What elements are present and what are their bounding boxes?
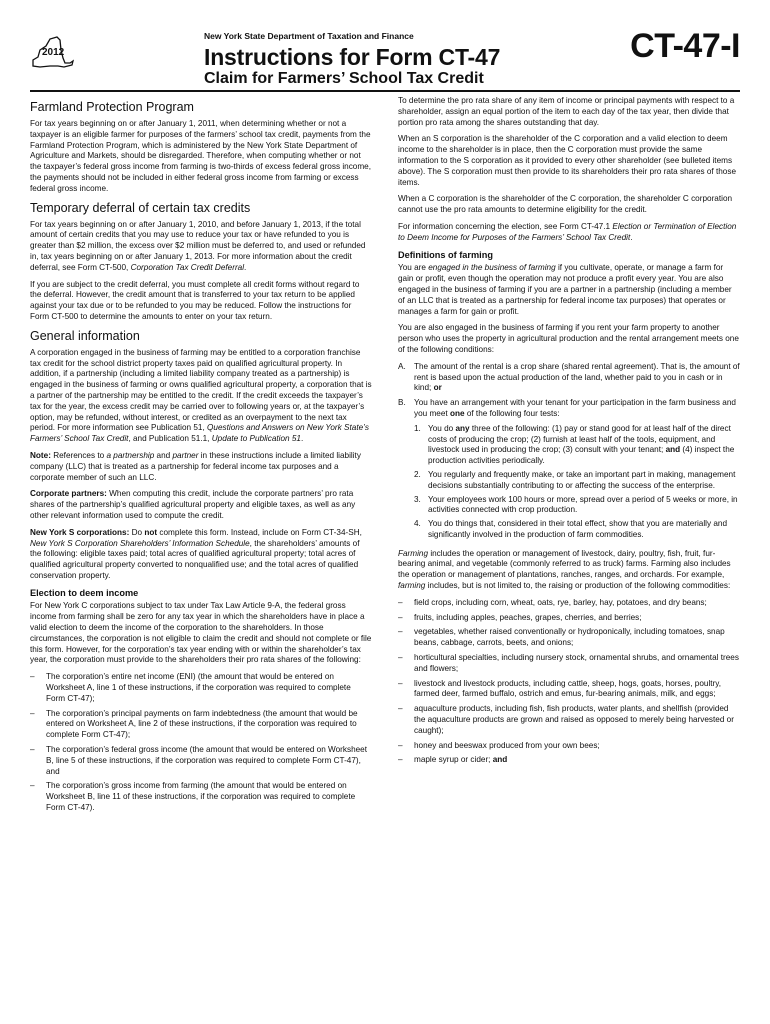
definitions-heading: Definitions of farming xyxy=(398,249,493,260)
condition-b: B. You have an arrangement with your tenant for your participation in the farm business and you meet one of the following four tests: xyxy=(398,398,736,418)
election-heading: Election to deem income xyxy=(30,587,139,598)
list-item: – livestock and livestock products, including cattle, sheep, hogs, goats, horses, poultry, farmed deer, farmed buffalo, ostrich and emus, fur-bearing animals, milk, and eggs; xyxy=(398,678,722,699)
new-york-state-logo xyxy=(30,36,74,70)
right-column xyxy=(398,96,740,770)
deferral-paragraph-2: If you are subject to the credit deferral, you must complete all credit forms without regard to the deferral. However, the credit amount that is transferred to your tax return to be applied against your tax due or to be refunded to you may be reduced. Follow the instructions for Form CT-500 to determine the amounts to enter on your tax return. xyxy=(30,279,360,321)
list-item: – horticultural specialties, including nursery stock, ornamental shrubs, and ornamental trees and flowers; xyxy=(398,653,739,673)
list-item: – The corporation’s entire net income (ENI) (the amount that would be entered on Worksheet A, line 1 of these instructions, if the corporation was required to complete Form CT-47); xyxy=(30,672,351,703)
farming-paragraph: Farming includes the operation or management of livestock, dairy, poultry, fish, fruit, fur-bearing animal, and vegetable (commonly referred to as truck) farms. Farming also includes the operation or management of plantations, ranches, ranges, and orchards. For example, farming includes, but is not limited to, the raising or production of the following commodities: xyxy=(398,548,731,591)
general-heading: General information xyxy=(30,328,140,343)
test-item: 1. You do any three of the following: (1) pay or stand good for at least half of the direct costs of producing the crop; (2) furnish at least half of the tools, equipment, and livestock used in producing the crop; (3) consult with your tenant; and (4) inspect the production activities periodically. xyxy=(414,423,735,466)
note-paragraph: Note: References to a partnership and partner in these instructions include a limited liability company (LLC) that is treated as a partnership for federal income tax purposes and a corporate member of such an LLC. xyxy=(30,450,361,482)
list-item: – The corporation’s principal payments on farm indebtedness (the amount that would be entered on Worksheet A, line 2 of these instructions, if the corporation was required to complete Form CT-47); xyxy=(30,708,358,740)
definitions-paragraph-2: You are also engaged in the business of farming if you rent your farm property to another person who uses the property in agricultural production and the rental arrangement meets one of the following conditions: xyxy=(398,323,739,354)
test-item: 2. You regularly and frequently make, or take an important part in making, management decisions substantially contributing to or affecting the success of the enterprise. xyxy=(414,469,736,490)
test-item: 4. You do things that, considered in their total effect, show that you are materially and significantly involved in the production of farm commodities. xyxy=(414,519,728,539)
list-item: – The corporation’s federal gross income (the amount that would be entered on Worksheet B, line 5 of these instructions, if the corporation was required to complete Form CT-47), and xyxy=(30,745,368,776)
definitions-paragraph-1: You are engaged in the business of farming if you cultivate, operate, or manage a farm for gain or profit, even though the operation may not produce a profit every year. You are also engaged in the business of farming if you are a partner in a partnership (including a member of an LLC that is treated as a partnership for federal income tax purposes) that operates or manages a farm for gain or profit. xyxy=(398,263,732,316)
list-item: – maple syrup or cider; and xyxy=(398,755,508,765)
general-paragraph: A corporation engaged in the business of farming may be entitled to a corporation franchise tax credit for the school district property taxes paid on qualified agricultural property. In addition, if a partnership (including a limited liability company treated as a partnership) is engaged in the business of farming or owns qualified agricultural property, a corporation that is a partner of the partnership may be entitled to the credit. If the credit exceeds the taxpayer’s tax for the year, the excess credit may be carried over to following years or, at the taxpayer’s option, may be refunded, without interest, or credited as an overpayment to the next tax period. For more information see Publication 51, Questions and Answers on New York State’s Farmers’ School Tax Credit, and Publication 51.1, Update to Publication 51. xyxy=(30,347,372,444)
list-item: – fruits, including apples, peaches, grapes, cherries, and berries; xyxy=(398,612,642,622)
left-column xyxy=(30,96,372,818)
test-item: 3. Your employees work 100 hours or more, spread over a period of 5 weeks or more, in activities connected with crop production. xyxy=(414,494,738,515)
election-info-paragraph: For information concerning the election, see Form CT-47.1 Election or Termination of Election to Deem Income for Purposes of the Farmers’ School Tax Credit. xyxy=(398,221,737,242)
condition-a: A. The amount of the rental is a crop share (shared rental agreement). That is, the amount of rent is based upon the actual production of the land, whether paid to you in cash or in kind; or xyxy=(398,361,740,393)
c-corp-paragraph: When a C corporation is the shareholder of the C corporation, the shareholder C corporation cannot use the pro rata amounts to determine eligibility for the credit. xyxy=(398,194,733,215)
agency-name: New York State Department of Taxation and Finance xyxy=(204,31,414,41)
page-subtitle: Claim for Farmers’ School Tax Credit xyxy=(204,70,484,87)
list-item: – vegetables, whether raised conventionally or hydroponically, including tomatoes, snap beans, cabbage, carrots, beets, and onions; xyxy=(398,627,725,648)
corporate-partners-paragraph: Corporate partners: When computing this credit, include the corporate partners’ pro rata shares of the partnership’s qualified agricultural property and eligible taxes, as well as any other relevant information used to compute the credit. xyxy=(30,489,356,520)
farmland-heading: Farmland Protection Program xyxy=(30,100,194,114)
s-corp-paragraph: When an S corporation is the shareholder of the C corporation and a valid election to deem income to the shareholder is in place, then the C corporation must provide the same information to the S corporation as it provided to every other shareholder (see bulleted items above). The S corporation must then provide to its shareholders their pro rata shares of those items. xyxy=(398,134,736,187)
farmland-paragraph: For tax years beginning on or after January 1, 2011, when determining whether or not a taxpayer is an eligible farmer for purposes of the farmers’ school tax credit, payments from the Farmland Protection Program, which is administered by the New York State Department of Agriculture and Markets, should be disregarded. Therefore, when computing whether or not the taxpayer’s federal gross income from farming is two-thirds of excess federal gross income, the payments should not be included in either federal gross income from farming or excess federal gross income. xyxy=(30,119,371,193)
deferral-heading: Temporary deferral of certain tax credits xyxy=(30,200,251,215)
list-item: – field crops, including corn, wheat, oats, rye, barley, hay, potatoes, and dry beans; xyxy=(398,597,707,607)
year-label: 2012 xyxy=(42,47,65,58)
form-id: CT-47-I xyxy=(630,27,740,65)
header-rule xyxy=(30,90,740,92)
page-title: Instructions for Form CT-47 xyxy=(204,44,501,70)
list-item: – aquaculture products, including fish, fish products, water plants, and shellfish (provided the aquaculture products are grown and raised as opposed to merely being harvested or caught); xyxy=(398,704,734,735)
list-item: – The corporation’s gross income from farming (the amount that would be entered on Worksheet B, line 11 of these instructions, if the corporation was required to complete Form CT-47). xyxy=(30,781,356,813)
election-paragraph: For New York C corporations subject to tax under Tax Law Article 9-A, the federal gross income from farming shall be zero for any tax year in which the shareholders have in place a valid election to deem the income of the corporation to the shareholders. In those circumstances, the corporation is not eligible to claim the credit and should not complete or file this form. However, for the corporation’s tax year ending with or within the shareholder’s tax year, the corporation must provide to the shareholders their pro rata shares of the following: xyxy=(30,601,372,665)
deferral-paragraph-1: For tax years beginning on or after January 1, 2010, and before January 1, 2013, if the total amount of certain credits that you may use to reduce your tax or have refunded to you is greater than $2 million, the excess over $2 million must be deferred to, and used or refunded in, tax years beginning on or after January 1, 2013. For more information about the credit deferral, see Form CT-500, Corporation Tax Credit Deferral. xyxy=(30,219,366,272)
pro-rata-paragraph: To determine the pro rata share of any item of income or principal payments with respect to a shareholder, assign an equal portion of the item to each day of the tax year, then divide that portion pro rata among the shares outstanding that day. xyxy=(398,96,735,127)
list-item: – honey and beeswax produced from your own bees; xyxy=(398,740,600,750)
ny-s-corporations-paragraph: New York S corporations: Do not complete this form. Instead, include on Form CT-34-SH, New York S Corporation Shareholders’ Information Schedule, the shareholders’ amounts of the following: eligible taxes paid; total acres of qualified agricultural property; total acres of qualified agricultural property converted to nonqualified use; and the total acres of qualified conservation property. xyxy=(30,527,362,580)
